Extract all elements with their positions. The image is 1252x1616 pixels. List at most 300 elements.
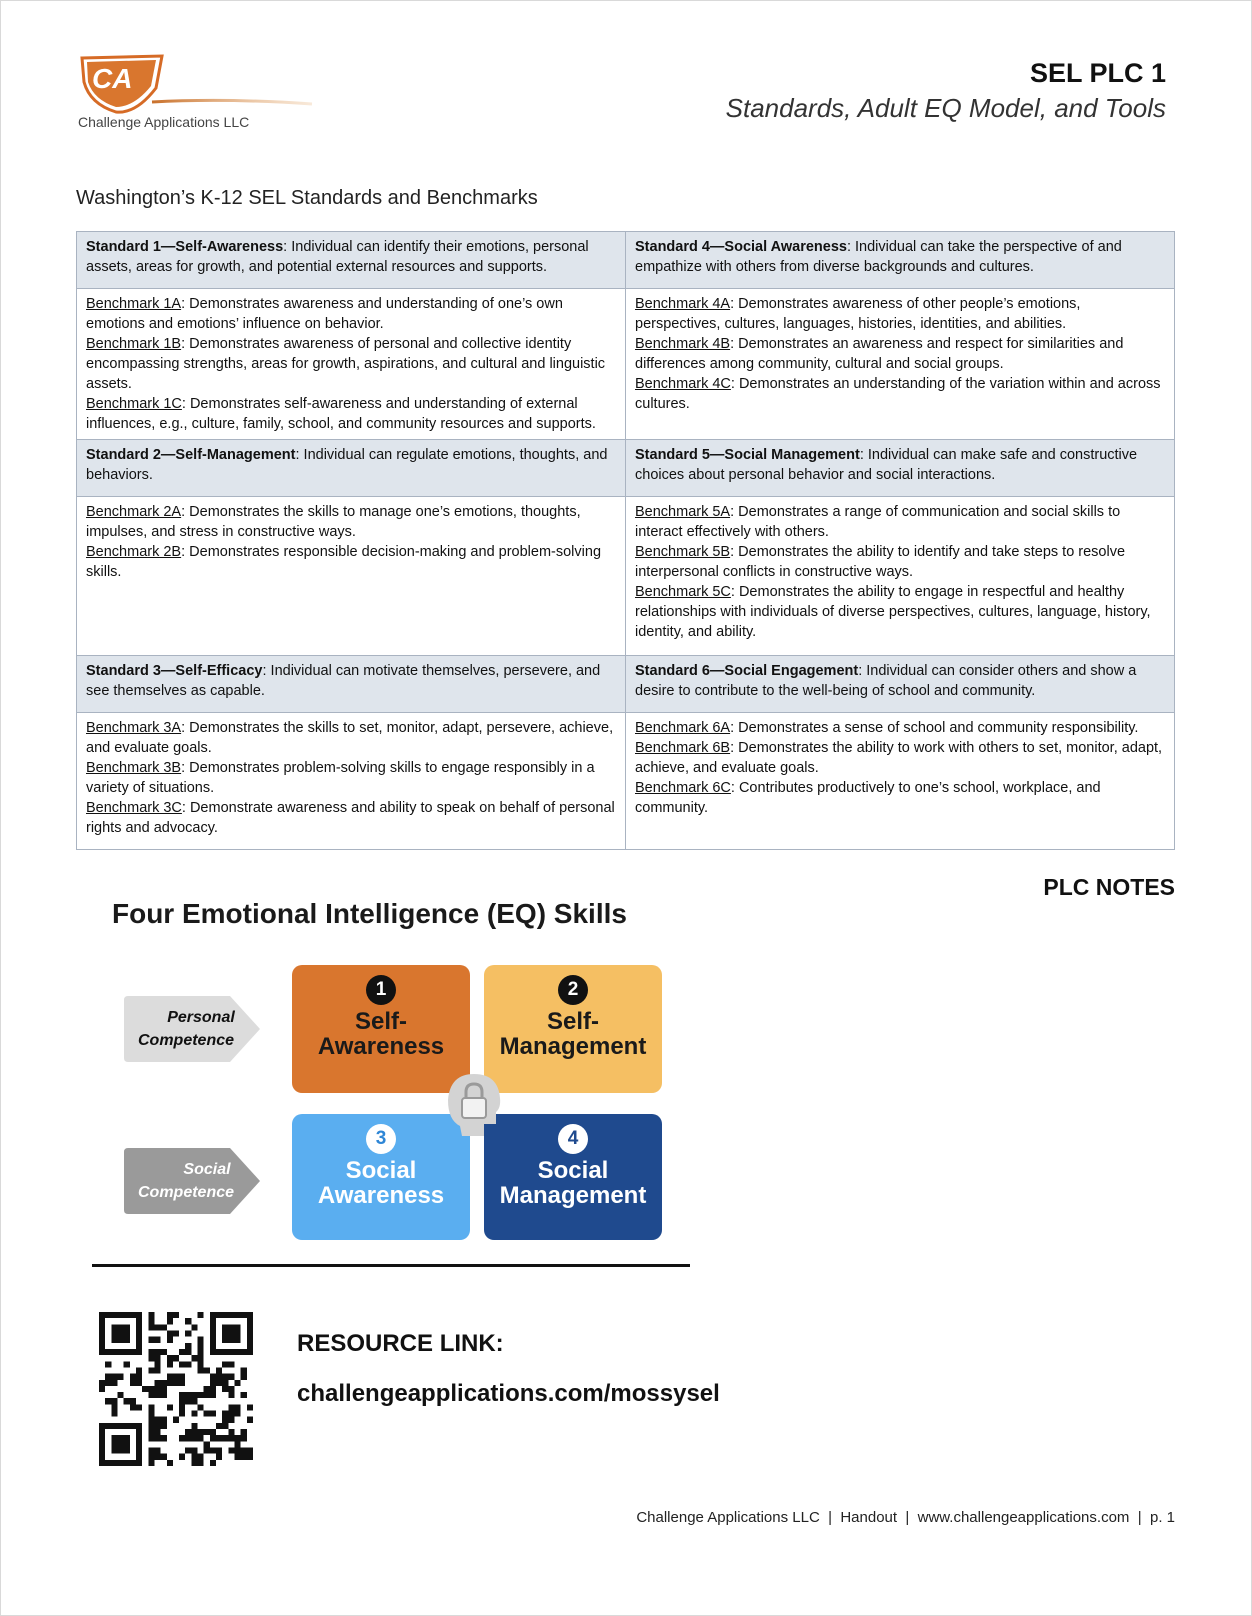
qr-module <box>216 1367 222 1373</box>
qr-module <box>179 1380 185 1386</box>
benchmark-item: Benchmark 3C: Demonstrate awareness and ability to speak on behalf of personal rights and advocacy. <box>86 800 615 836</box>
qr-module <box>210 1411 216 1417</box>
qr-module <box>148 1448 154 1454</box>
qr-module <box>235 1330 241 1336</box>
qr-module <box>136 1330 142 1336</box>
qr-module <box>235 1312 241 1318</box>
qr-module <box>148 1318 154 1324</box>
qr-module <box>117 1435 123 1441</box>
standard-cell: Standard 1—Self-Awareness: Individual can identify their emotions, personal assets, areas for growth, and potential external resources and supports. <box>77 232 626 289</box>
qr-module <box>136 1337 142 1343</box>
qr-module <box>185 1361 191 1367</box>
qr-module <box>210 1337 216 1343</box>
qr-module <box>136 1441 142 1447</box>
qr-module <box>117 1324 123 1330</box>
qr-module <box>228 1361 234 1367</box>
qr-module <box>228 1404 234 1410</box>
qr-module <box>99 1435 105 1441</box>
qr-module <box>124 1361 130 1367</box>
qr-module <box>167 1361 173 1367</box>
qr-module <box>124 1448 130 1454</box>
qr-module <box>161 1349 167 1355</box>
qr-module <box>185 1330 191 1336</box>
table-row <box>77 497 1175 656</box>
qr-module <box>179 1361 185 1367</box>
qr-module <box>154 1392 160 1398</box>
qr-module <box>111 1380 117 1386</box>
qr-module <box>179 1404 185 1410</box>
qr-module <box>130 1404 136 1410</box>
qr-module <box>124 1330 130 1336</box>
qr-module <box>241 1448 247 1454</box>
qr-module <box>117 1330 123 1336</box>
qr-module <box>130 1380 136 1386</box>
qr-module <box>111 1324 117 1330</box>
qr-module <box>191 1355 197 1361</box>
qr-module <box>210 1435 216 1441</box>
qr-module <box>167 1337 173 1343</box>
qr-module <box>247 1318 253 1324</box>
qr-module <box>204 1392 210 1398</box>
qr-module <box>124 1460 130 1466</box>
qr-module <box>191 1411 197 1417</box>
qr-module <box>204 1448 210 1454</box>
tile-label: Social Awareness <box>317 1157 445 1209</box>
benchmark-cell <box>77 289 626 440</box>
benchmark-item: Benchmark 6C: Contributes productively to one’s school, workplace, and community. <box>635 780 1101 816</box>
qr-module <box>148 1324 154 1330</box>
qr-module <box>124 1441 130 1447</box>
qr-module <box>228 1337 234 1343</box>
qr-module <box>241 1454 247 1460</box>
qr-module <box>216 1448 222 1454</box>
qr-module <box>154 1324 160 1330</box>
qr-module <box>105 1349 111 1355</box>
qr-module <box>148 1349 154 1355</box>
qr-module <box>124 1324 130 1330</box>
standard-cell: Standard 6—Social Engagement: Individual can consider others and show a desire to contribute to the well-being of school and community. <box>626 656 1175 713</box>
qr-module <box>167 1404 173 1410</box>
qr-module <box>222 1374 228 1380</box>
qr-module <box>235 1337 241 1343</box>
benchmark-cell <box>626 713 1175 850</box>
qr-module <box>235 1435 241 1441</box>
qr-module <box>179 1454 185 1460</box>
qr-module <box>222 1337 228 1343</box>
qr-module <box>191 1392 197 1398</box>
qr-module <box>235 1380 241 1386</box>
qr-module <box>99 1318 105 1324</box>
qr-module <box>105 1374 111 1380</box>
qr-module <box>204 1441 210 1447</box>
qr-module <box>117 1460 123 1466</box>
qr-module <box>235 1441 241 1447</box>
qr-module <box>111 1374 117 1380</box>
qr-module <box>130 1460 136 1466</box>
qr-module <box>210 1448 216 1454</box>
page-subtitle: Standards, Adult EQ Model, and Tools <box>725 93 1166 123</box>
qr-module <box>228 1435 234 1441</box>
divider-rule <box>92 1264 690 1267</box>
personal-competence-label: Personal Competence <box>137 1009 235 1049</box>
qr-module <box>154 1349 160 1355</box>
benchmark-item: Benchmark 1B: Demonstrates awareness of personal and collective identity encompassing strengths, areas for growth, aspirations, and cultural and linguistic assets. <box>86 336 606 392</box>
qr-module <box>198 1367 204 1373</box>
qr-module <box>216 1454 222 1460</box>
qr-module <box>124 1398 130 1404</box>
qr-module <box>235 1448 241 1454</box>
qr-module <box>247 1337 253 1343</box>
qr-module <box>117 1448 123 1454</box>
qr-module <box>241 1392 247 1398</box>
qr-module <box>185 1448 191 1454</box>
qr-module <box>148 1386 154 1392</box>
qr-module <box>198 1343 204 1349</box>
qr-module <box>111 1435 117 1441</box>
qr-module <box>235 1324 241 1330</box>
qr-module <box>247 1343 253 1349</box>
qr-module <box>124 1435 130 1441</box>
qr-module <box>185 1349 191 1355</box>
qr-module <box>117 1374 123 1380</box>
qr-module <box>154 1367 160 1373</box>
qr-module <box>185 1398 191 1404</box>
qr-module <box>161 1435 167 1441</box>
qr-module <box>204 1429 210 1435</box>
qr-module <box>222 1386 228 1392</box>
self-management-tile <box>484 965 662 1093</box>
qr-module <box>148 1435 154 1441</box>
qr-module <box>191 1448 197 1454</box>
qr-module <box>210 1312 216 1318</box>
document-title <box>726 58 1166 124</box>
qr-module <box>117 1392 123 1398</box>
qr-module <box>154 1337 160 1343</box>
qr-module <box>198 1361 204 1367</box>
section-heading: Washington’s K-12 SEL Standards and Benchmarks <box>76 187 538 209</box>
qr-module <box>247 1324 253 1330</box>
qr-module <box>204 1386 210 1392</box>
tile-number: 4 <box>558 1124 588 1154</box>
qr-module <box>185 1318 191 1324</box>
qr-module <box>204 1367 210 1373</box>
qr-module <box>198 1460 204 1466</box>
qr-module <box>111 1448 117 1454</box>
qr-module <box>117 1312 123 1318</box>
qr-module <box>222 1361 228 1367</box>
qr-module <box>216 1423 222 1429</box>
qr-module <box>99 1337 105 1343</box>
qr-module <box>148 1429 154 1435</box>
qr-module <box>117 1349 123 1355</box>
qr-module <box>173 1330 179 1336</box>
qr-module <box>198 1312 204 1318</box>
qr-module <box>210 1374 216 1380</box>
qr-module <box>167 1355 173 1361</box>
qr-module <box>228 1386 234 1392</box>
qr-module <box>235 1404 241 1410</box>
personal-competence-arrow <box>124 992 264 1066</box>
qr-module <box>228 1324 234 1330</box>
qr-module <box>154 1417 160 1423</box>
qr-module <box>136 1435 142 1441</box>
qr-module <box>222 1417 228 1423</box>
qr-module <box>185 1343 191 1349</box>
qr-module <box>179 1349 185 1355</box>
qr-module <box>222 1411 228 1417</box>
benchmark-cell <box>77 713 626 850</box>
qr-module <box>148 1312 154 1318</box>
qr-module <box>154 1355 160 1361</box>
qr-module <box>228 1417 234 1423</box>
qr-module <box>228 1330 234 1336</box>
benchmark-item: Benchmark 6B: Demonstrates the ability to work with others to set, monitor, adapt, achieve, and evaluate goals. <box>635 740 1163 776</box>
qr-module <box>111 1441 117 1447</box>
qr-module <box>142 1386 148 1392</box>
qr-module <box>179 1374 185 1380</box>
qr-module <box>148 1423 154 1429</box>
qr-module <box>105 1361 111 1367</box>
qr-module <box>228 1429 234 1435</box>
qr-module <box>210 1392 216 1398</box>
page-title: SEL PLC 1 <box>1029 58 1166 88</box>
qr-module <box>198 1435 204 1441</box>
qr-module <box>161 1423 167 1429</box>
qr-module <box>247 1349 253 1355</box>
table-row <box>77 289 1175 440</box>
qr-module <box>198 1337 204 1343</box>
table-row <box>77 713 1175 850</box>
qr-module <box>191 1460 197 1466</box>
qr-module <box>173 1355 179 1361</box>
qr-module <box>148 1392 154 1398</box>
qr-module <box>216 1312 222 1318</box>
qr-module <box>136 1343 142 1349</box>
standards-table <box>76 231 1175 850</box>
qr-module <box>241 1312 247 1318</box>
qr-module <box>198 1404 204 1410</box>
self-awareness-tile <box>292 965 470 1093</box>
tile-label: Social Management <box>499 1157 647 1209</box>
logo-text: Challenge Applications LLC <box>78 114 250 130</box>
qr-module <box>216 1380 222 1386</box>
qr-module <box>148 1367 154 1373</box>
benchmark-item: Benchmark 6A: Demonstrates a sense of school and community responsibility. <box>635 720 1139 736</box>
qr-module <box>117 1337 123 1343</box>
benchmark-item: Benchmark 5B: Demonstrates the ability to identify and take steps to resolve interpersonal conflicts in constructive ways. <box>635 544 1126 580</box>
qr-module <box>99 1448 105 1454</box>
qr-module <box>130 1423 136 1429</box>
qr-module <box>161 1386 167 1392</box>
qr-module <box>241 1429 247 1435</box>
qr-module <box>111 1330 117 1336</box>
qr-module <box>99 1343 105 1349</box>
table-row <box>77 440 1175 497</box>
tile-number: 3 <box>366 1124 396 1154</box>
qr-module <box>99 1460 105 1466</box>
qr-module <box>130 1349 136 1355</box>
plc-notes-heading: PLC NOTES <box>1043 874 1175 900</box>
qr-module <box>99 1429 105 1435</box>
qr-module <box>241 1374 247 1380</box>
qr-module <box>117 1441 123 1447</box>
qr-module <box>117 1423 123 1429</box>
qr-module <box>161 1324 167 1330</box>
social-awareness-tile <box>292 1114 470 1240</box>
resource-link-url[interactable]: challengeapplications.com/mossysel <box>297 1380 720 1407</box>
qr-module <box>154 1435 160 1441</box>
qr-module <box>191 1435 197 1441</box>
qr-module <box>136 1374 142 1380</box>
qr-module <box>222 1324 228 1330</box>
qr-module <box>136 1349 142 1355</box>
qr-module <box>148 1411 154 1417</box>
qr-module <box>235 1349 241 1355</box>
qr-module <box>241 1349 247 1355</box>
table-row <box>77 656 1175 713</box>
qr-module <box>154 1454 160 1460</box>
qr-module <box>154 1386 160 1392</box>
qr-module <box>154 1361 160 1367</box>
standard-cell: Standard 4—Social Awareness: Individual can take the perspective of and empathize with others from diverse backgrounds and cultures. <box>626 232 1175 289</box>
qr-module <box>173 1312 179 1318</box>
qr-module <box>154 1429 160 1435</box>
qr-module <box>130 1312 136 1318</box>
standard-cell: Standard 5—Social Management: Individual can make safe and constructive choices about personal behavior and social interactions. <box>626 440 1175 497</box>
qr-module <box>210 1429 216 1435</box>
qr-module <box>167 1312 173 1318</box>
qr-module <box>228 1312 234 1318</box>
qr-module <box>111 1411 117 1417</box>
qr-module <box>136 1380 142 1386</box>
qr-module <box>247 1454 253 1460</box>
qr-module <box>167 1330 173 1336</box>
qr-module <box>210 1343 216 1349</box>
qr-module <box>247 1417 253 1423</box>
qr-module <box>99 1349 105 1355</box>
benchmark-item: Benchmark 1C: Demonstrates self-awareness and understanding of external influences, e.g., culture, family, school, and community resources and supports. <box>86 396 596 432</box>
qr-module <box>191 1423 197 1429</box>
benchmark-item: Benchmark 4A: Demonstrates awareness of other people’s emotions, perspectives, cultures, languages, histories, identities, and abilities. <box>635 296 1081 332</box>
qr-module <box>210 1386 216 1392</box>
qr-module <box>228 1392 234 1398</box>
qr-module <box>161 1392 167 1398</box>
qr-module <box>222 1349 228 1355</box>
qr-module <box>111 1423 117 1429</box>
social-competence-label: Social Competence <box>137 1161 235 1201</box>
qr-module <box>185 1392 191 1398</box>
qr-module <box>111 1404 117 1410</box>
qr-module <box>179 1435 185 1441</box>
qr-module <box>198 1429 204 1435</box>
benchmark-item: Benchmark 1A: Demonstrates awareness and understanding of one’s own emotions and emotions’ influence on behavior. <box>86 296 563 332</box>
qr-module <box>235 1454 241 1460</box>
qr-module <box>222 1380 228 1386</box>
qr-module <box>191 1398 197 1404</box>
tile-label: Self- Awareness <box>317 1008 445 1060</box>
qr-module <box>216 1374 222 1380</box>
qr-module <box>136 1429 142 1435</box>
qr-module <box>222 1312 228 1318</box>
qr-module <box>173 1374 179 1380</box>
qr-module <box>241 1435 247 1441</box>
qr-module <box>210 1324 216 1330</box>
qr-module <box>99 1312 105 1318</box>
qr-module <box>222 1423 228 1429</box>
qr-module <box>148 1404 154 1410</box>
qr-module <box>167 1460 173 1466</box>
qr-module <box>173 1417 179 1423</box>
qr-module <box>161 1417 167 1423</box>
qr-module <box>179 1392 185 1398</box>
qr-module <box>210 1349 216 1355</box>
benchmark-item: Benchmark 5C: Demonstrates the ability to engage in respectful and healthy relationships with individuals of diverse perspectives, cultures, language, history, identity, and ability. <box>635 584 1151 640</box>
qr-module <box>191 1324 197 1330</box>
qr-module <box>99 1380 105 1386</box>
qr-module <box>179 1398 185 1404</box>
qr-module <box>99 1324 105 1330</box>
benchmark-item: Benchmark 3A: Demonstrates the skills to set, monitor, adapt, persevere, achieve, and evaluate goals. <box>86 720 614 756</box>
qr-module <box>105 1380 111 1386</box>
qr-module <box>185 1429 191 1435</box>
benchmark-cell <box>626 289 1175 440</box>
qr-module <box>167 1380 173 1386</box>
qr-module <box>222 1330 228 1336</box>
qr-module <box>111 1460 117 1466</box>
benchmark-item: Benchmark 4B: Demonstrates an awareness and respect for similarities and differences among community, cultural and social groups. <box>635 336 1124 372</box>
qr-module <box>167 1374 173 1380</box>
benchmark-cell <box>626 497 1175 656</box>
qr-module <box>99 1386 105 1392</box>
tile-number: 2 <box>558 975 588 1005</box>
qr-module <box>99 1330 105 1336</box>
qr-module <box>247 1330 253 1336</box>
qr-module <box>99 1423 105 1429</box>
qr-module <box>130 1374 136 1380</box>
benchmark-item: Benchmark 2B: Demonstrates responsible decision-making and problem-solving skills. <box>86 544 602 580</box>
qr-module <box>191 1454 197 1460</box>
qr-module <box>124 1423 130 1429</box>
qr-module <box>247 1404 253 1410</box>
qr-module <box>161 1454 167 1460</box>
qr-module <box>210 1318 216 1324</box>
qr-module <box>124 1312 130 1318</box>
qr-module <box>130 1398 136 1404</box>
qr-module <box>216 1349 222 1355</box>
qr-module <box>124 1337 130 1343</box>
qr-module <box>185 1435 191 1441</box>
qr-module <box>148 1417 154 1423</box>
head-lock-icon <box>446 1072 502 1138</box>
qr-module <box>136 1460 142 1466</box>
social-competence-arrow <box>124 1144 264 1218</box>
social-management-tile <box>484 1114 662 1240</box>
qr-module <box>136 1448 142 1454</box>
qr-module <box>148 1454 154 1460</box>
qr-module <box>136 1312 142 1318</box>
qr-module <box>136 1324 142 1330</box>
qr-module <box>235 1411 241 1417</box>
qr-module <box>247 1312 253 1318</box>
qr-module <box>222 1435 228 1441</box>
qr-module <box>191 1429 197 1435</box>
qr-module <box>198 1454 204 1460</box>
qr-module <box>136 1367 142 1373</box>
benchmark-item: Benchmark 5A: Demonstrates a range of communication and social skills to interact effectively with others. <box>635 504 1121 540</box>
qr-module <box>228 1448 234 1454</box>
qr-module <box>247 1448 253 1454</box>
qr-module <box>136 1318 142 1324</box>
